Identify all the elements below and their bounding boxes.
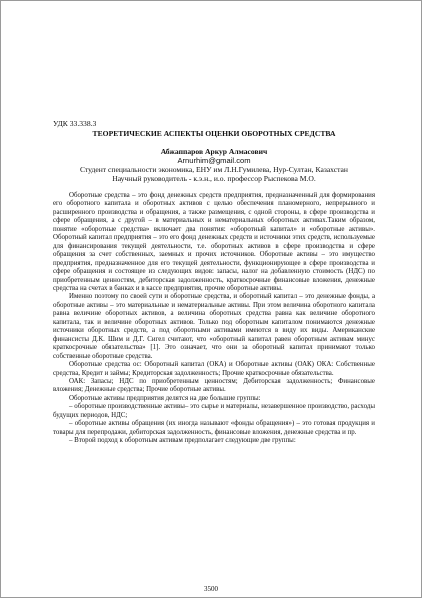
list-item: – оборотные активы обращения (их иногда называют «фонды обращения») – это готовая продукция и товары для перепродажи, дебиторская задолженность, финансовые вложения, денежные средства и пр. <box>53 420 375 436</box>
paragraph: ОАК: Запасы; НДС по приобретенным ценностям; Дебиторская задолженность; Финансовые вложения; Денежные средства; Прочие оборотные активы. <box>53 377 375 394</box>
paragraph: Именно поэтому по своей сути и оборотные средства, и оборотный капитал – это денежные фонды, а оборотные активы – это материальные и нематериальные активы. При этом величина оборотного капитала равна величине оборотных активов, а величина оборотных средства равна как величине оборотного капитала, так и величине оборотных активов. Только под оборотным капиталом понимаются денежные источники оборотных средств, а под оборотными активами имеются в виду их виды. Американские финансисты Д.К. Шим и Д.Г. Сигел считают, что «оборотный капитал равен оборотным активам минус краткосрочные обязательства» [1]. Это означает, что они за оборотный капитал принимают только собственные оборотные средства. <box>53 293 375 360</box>
list-item: – оборотные производственные активы– это сырье и материалы, незавершенное производство, расходы будущих периодов, НДС; <box>53 403 375 419</box>
paragraph: Оборотные средства – это фонд денежных средств предприятия, предназначенный для формирования его оборотного капитала и оборотных активов с целью обеспечения планомерного, непрерывного и расширенного производства и обращения, а также размещения, с одной стороны, в сфере производства и сфере обращения, а с другой – в материальных и нематериальных оборотных активах.Таким образом, понятие «оборотные средства» включает два понятия: «оборотный капитал» и «оборотные активы». Оборотный капитал предприятия – это его фонд денежных средств и источники этих средств, используемые для финансирования текущей деятельности, т.е. оборотных активов в сфере производства и сфере обращения за счет собственных, заемных и прочих источников. Оборотные активы – это имущество предприятия, предназначенное для его текущей деятельности, функционирующее в сфере производства и сфере обращения и состоящее из следующих видов: запасы, налог на добавленную стоимость (НДС) по приобретенным ценностям, дебиторская задолженность, краткосрочные финансовые вложения, денежные средства на счетах в банках и в кассе предприятия, прочие оборотные активы. <box>53 192 375 292</box>
page-number: 3500 <box>204 585 218 593</box>
udk-code: УДК 33.338.3 <box>53 119 97 128</box>
author-name: Абжаппаров Аркур Алмасович <box>160 147 268 156</box>
author-affiliation: Студент специальности экономика, ЕНУ им Л.Н.Гумилева, Нур-Султан, Казахстан <box>80 165 348 174</box>
article-content <box>53 119 375 446</box>
supervisor: Научный руководитель - к.э.н., и.о. профессор Рыспекова М.О. <box>112 174 316 183</box>
author-email: Arnurhim@gmail.com <box>177 156 251 165</box>
article-title: ТЕОРЕТИЧЕСКИЕ АСПЕКТЫ ОЦЕНКИ ОБОРОТНЫХ СРЕДСТВА <box>92 129 336 138</box>
paragraph: Оборотные активы предприятия делятся на две большие группы: <box>69 394 261 402</box>
list-item: – Второй подход к оборотным активам предполагает следующие две группы: <box>69 437 296 445</box>
paragraph: Оборотные средства ос: Оборотный капитал (ОКА) и Оборотные активы (ОАК) ОКА: Собственные средства, Кредит и займы; Кредиторская задолженность; Прочие краткосрочные обязательства. <box>53 361 375 377</box>
article-body <box>53 192 375 446</box>
